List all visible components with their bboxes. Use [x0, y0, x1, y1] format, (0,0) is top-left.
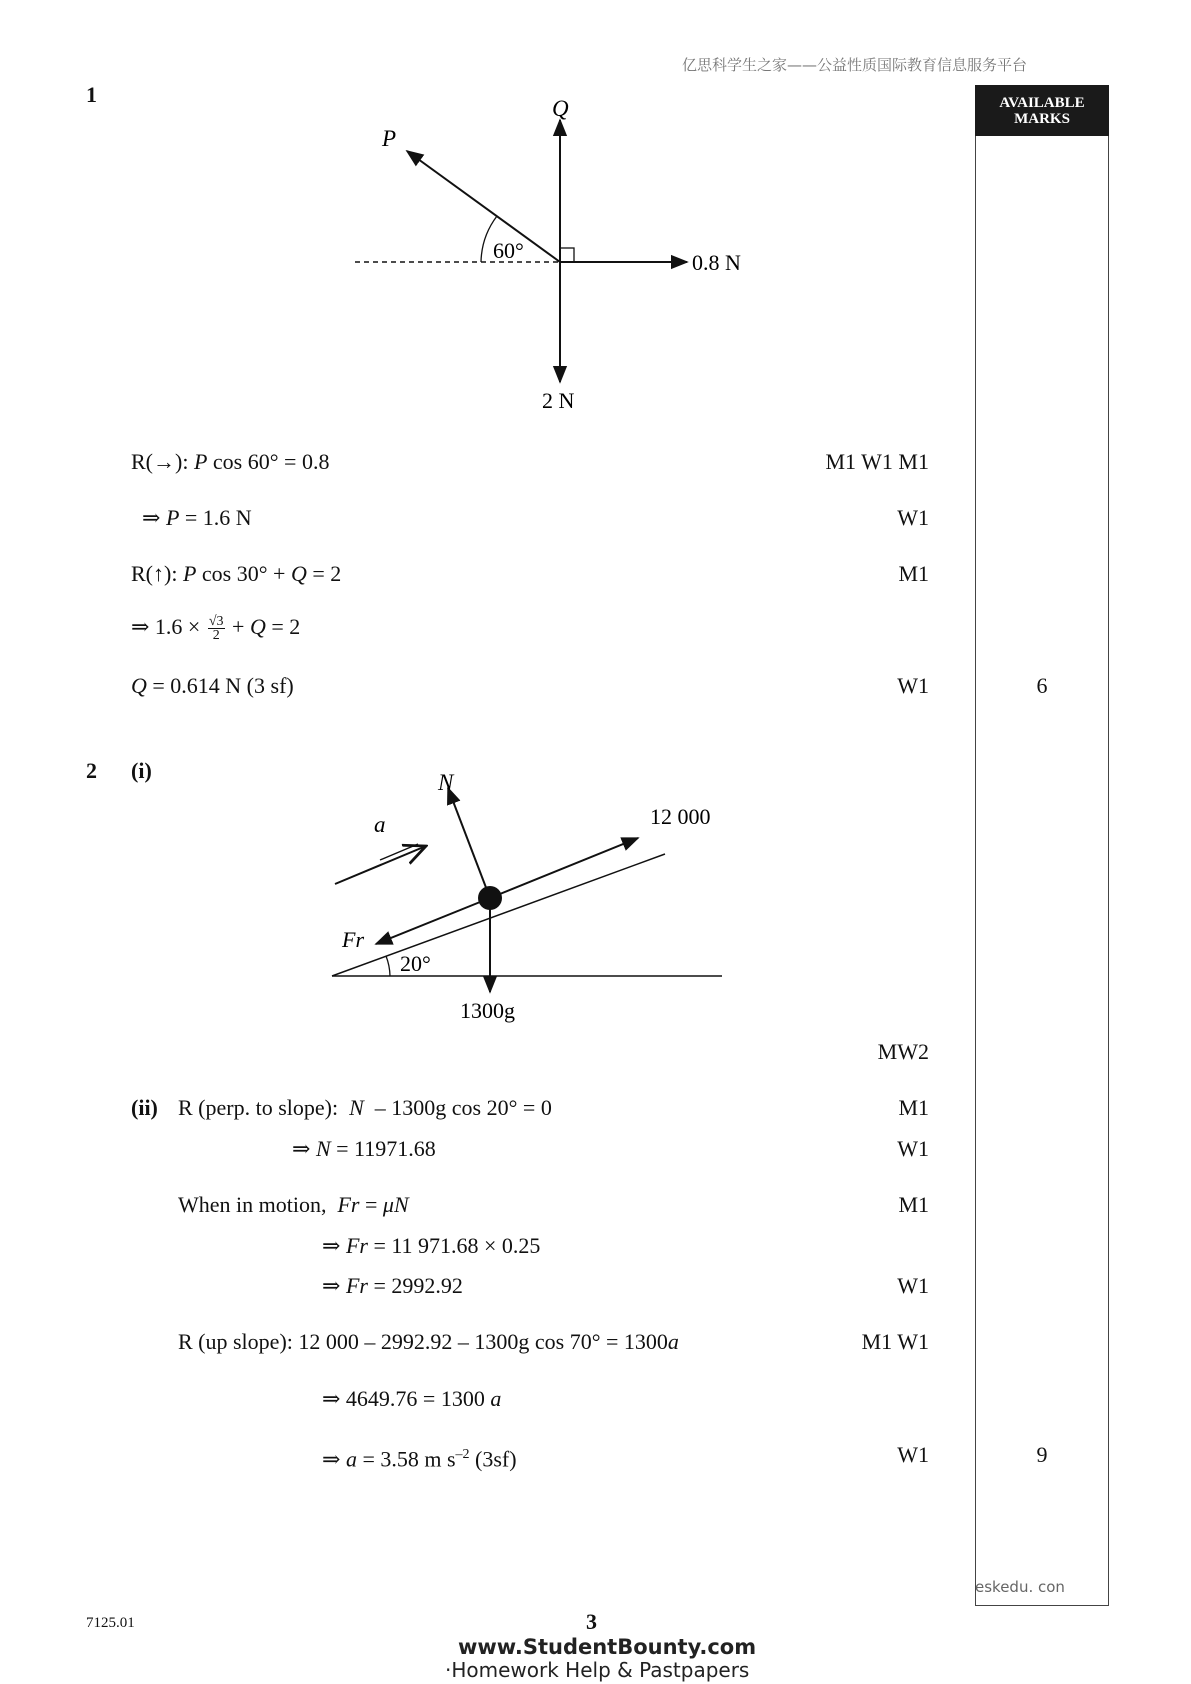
q2-r-perp-text: R (perp. to slope): — [178, 1095, 350, 1120]
q1-l4-post: = 2 — [265, 614, 301, 639]
q1-angle-label: 60° — [493, 238, 524, 263]
footer-page-number: 3 — [586, 1609, 597, 1634]
q2-fr-value — [322, 1273, 463, 1299]
q1-l4-fraction — [208, 615, 225, 642]
q2-r-perp-marks: M1 — [898, 1095, 929, 1120]
q2-fr-value-post: = 2992.92 — [367, 1273, 463, 1298]
footer-logo-line1: www.StudentBounty.com — [458, 1635, 757, 1659]
q1-l3-pre: R(↑): — [131, 561, 183, 586]
q1-l5-post: = 0.614 N (3 sf) — [146, 673, 294, 698]
header-watermark: 亿思科学生之家——公益性质国际教育信息服务平台 — [682, 56, 1028, 74]
q1-l2-var: P — [165, 505, 180, 530]
q2-accel-arrow — [335, 846, 426, 884]
q1-l5-var: Q — [131, 673, 147, 698]
q2-label-12000: 12 000 — [650, 804, 711, 829]
q1-label-q: Q — [552, 96, 569, 121]
q2-motion-var: Fr — [337, 1192, 360, 1217]
q2-a-value-pre: ⇒ — [322, 1446, 346, 1472]
q2-r-up-var: a — [667, 1329, 679, 1354]
q1-l3-var: P — [182, 561, 197, 586]
q1-line-5-marks: W1 — [897, 673, 929, 698]
q2-diagram-marks: MW2 — [877, 1039, 929, 1064]
q2-n-value-marks: W1 — [897, 1136, 929, 1161]
q2-fr-value-marks: W1 — [897, 1273, 929, 1298]
q2-a-equation-pre: ⇒ 4649.76 = 1300 — [322, 1386, 491, 1411]
q2-arrow-n — [448, 788, 490, 898]
q1-l4-pre: ⇒ 1.6 × — [131, 614, 206, 639]
q1-l4-frac-num: √3 — [208, 614, 224, 630]
marks-header-line1: AVAILABLE — [999, 95, 1085, 111]
marks-header-line2: MARKS — [1014, 111, 1070, 127]
q2-weight-label: 1300g — [460, 998, 515, 1023]
q2-fr-value-pre: ⇒ — [322, 1273, 346, 1298]
q1-label-p: P — [382, 126, 397, 151]
q2-motion — [178, 1192, 409, 1218]
footer-logo-line2: ·Homework Help & Pastpapers — [445, 1658, 750, 1682]
q2-fr-calc-post: = 11 971.68 × 0.25 — [367, 1233, 541, 1258]
q1-l4-mid: + — [226, 614, 250, 639]
q1-total-marks: 6 — [1036, 673, 1048, 698]
footer-domain-fragment: eskedu. con — [975, 1578, 1065, 1596]
q2-slope-diagram — [320, 760, 740, 1030]
q2-a-equation — [322, 1386, 501, 1412]
q1-l1-var: P — [193, 449, 208, 474]
q1-number: 1 — [86, 82, 97, 107]
q1-l2-pre: ⇒ — [142, 505, 166, 530]
q2-angle-label: 20° — [400, 951, 431, 976]
q2-fr-calc-pre: ⇒ — [322, 1233, 346, 1258]
q1-line-3 — [131, 561, 341, 587]
q2-a-value-post: = 3.58 m s — [356, 1446, 456, 1472]
q2-number: 2 — [86, 758, 97, 783]
q2-particle — [478, 886, 502, 910]
q2-arrow-12000 — [490, 838, 638, 898]
q1-force-diagram — [340, 90, 760, 420]
q2-angle-arc — [386, 956, 390, 976]
q1-l4-frac-den: 2 — [212, 628, 220, 644]
q2-motion-eq: = — [359, 1192, 383, 1217]
q2-r-perp-var: N — [349, 1095, 364, 1120]
q1-force-down-label: 2 N — [542, 388, 575, 413]
q2-n-value-pre: ⇒ — [292, 1136, 316, 1161]
marks-column-header — [975, 85, 1109, 136]
q2-total-marks: 9 — [1036, 1442, 1048, 1467]
q2-r-perp-post: – 1300g cos 20° = 0 — [363, 1095, 552, 1120]
q2-n-value-post: = 11971.68 — [330, 1136, 436, 1161]
q1-right-angle — [560, 248, 574, 262]
q2-fr-calc — [322, 1233, 540, 1259]
q1-line-4 — [131, 614, 300, 642]
q2-r-up-text: R (up slope): 12 000 – 2992.92 – 1300g cos 70° = 1300 — [178, 1329, 668, 1354]
q2-part-i: (i) — [131, 758, 152, 783]
q2-fr-calc-var: Fr — [345, 1233, 368, 1258]
q1-l1-pre: R(→): — [131, 449, 194, 474]
q2-fr-value-var: Fr — [345, 1273, 368, 1298]
q1-line-3-marks: M1 — [898, 561, 929, 586]
q2-a-equation-var: a — [490, 1386, 502, 1411]
footer-paper-code: 7125.01 — [86, 1615, 135, 1631]
q2-a-value-var: a — [345, 1446, 357, 1472]
q2-motion-text: When in motion, — [178, 1192, 338, 1217]
q2-slope-line — [332, 854, 665, 976]
q1-line-5 — [131, 673, 294, 699]
q1-line-1-marks: M1 W1 M1 — [825, 449, 929, 474]
q2-n-value-var: N — [315, 1136, 331, 1161]
q1-l3-var2: Q — [290, 561, 307, 586]
q2-r-up-marks: M1 W1 — [861, 1329, 929, 1354]
q2-motion-mu: μN — [382, 1192, 409, 1217]
q2-r-up — [178, 1329, 679, 1355]
q2-a-value-sup: –2 — [455, 1447, 470, 1462]
q2-arrow-fr — [376, 898, 490, 944]
q1-l3-post2: = 2 — [306, 561, 342, 586]
q1-l4-var: Q — [249, 614, 266, 639]
q2-label-a: a — [374, 812, 386, 837]
q1-line-2 — [142, 505, 252, 531]
q2-label-fr: Fr — [342, 927, 364, 952]
q2-label-n: N — [438, 770, 454, 795]
q1-line-1 — [131, 449, 329, 475]
marks-column — [975, 85, 1109, 1606]
q2-part-ii: (ii) — [131, 1095, 158, 1120]
q1-l1-post: cos 60° = 0.8 — [207, 449, 330, 474]
q1-l2-post: = 1.6 N — [179, 505, 252, 530]
q1-force-right-label: 0.8 N — [692, 250, 741, 275]
q2-a-value-marks: W1 — [897, 1442, 929, 1467]
q2-motion-marks: M1 — [898, 1192, 929, 1217]
q1-l3-post: cos 30° + — [196, 561, 291, 586]
q2-r-perp — [178, 1095, 552, 1121]
q1-line-2-marks: W1 — [897, 505, 929, 530]
q2-a-value — [322, 1442, 517, 1472]
q2-a-value-post2: (3sf) — [469, 1446, 517, 1472]
q2-n-value — [292, 1136, 436, 1162]
